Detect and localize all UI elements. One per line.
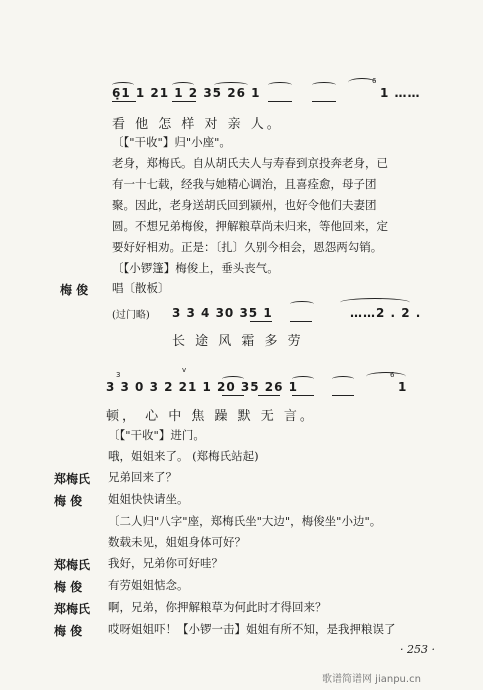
speaker-label: 梅 俊	[54, 494, 83, 508]
speaker-label: 郑梅氏	[54, 558, 91, 572]
score-1-lyric: 看 他 怎 样 对 亲 人。	[112, 117, 283, 132]
slur	[222, 376, 244, 382]
beam-underline	[112, 101, 136, 102]
monologue-line: 要好好相劝。正是：〔扎〕久别今相会，恩怨两勾销。	[112, 240, 383, 254]
score-2-notes: 3 3 4 30 35 1	[172, 306, 273, 320]
beam-underline	[258, 395, 280, 396]
speaker-label: 梅 俊	[60, 283, 89, 297]
sing-tag: 唱〔散板〕	[112, 281, 170, 295]
beam-underline	[332, 395, 354, 396]
speaker-label: 郑梅氏	[54, 602, 91, 616]
slur	[312, 82, 336, 88]
beam-underline	[250, 321, 272, 322]
beam-underline	[268, 101, 292, 102]
beam-underline	[312, 101, 336, 102]
slur	[290, 301, 314, 307]
score-1-grace-note: 6	[372, 77, 378, 85]
beam-underline	[292, 395, 314, 396]
score-3-lyric: 顿， 心 中 焦 躁 默 无 言。	[106, 409, 316, 424]
stage-direction: 〔【"干收"】归"小座"。	[112, 135, 231, 149]
beam-underline	[172, 101, 196, 102]
page-number: · 253 ·	[400, 643, 435, 656]
dialogue-line: 有劳姐姐惦念。	[108, 578, 189, 592]
score-2-lyric: 长 途 风 霜 多 劳	[172, 334, 304, 349]
score-3-notes: 3 3 0 3 2 21 1 20 35 26 1	[106, 380, 299, 394]
speaker-label: 梅 俊	[54, 624, 83, 638]
breath-mark: v	[182, 366, 188, 374]
stage-direction: 〔【小锣篷】梅俊上，垂头丧气。	[112, 261, 279, 275]
dialogue-line: 我好，兄弟你可好哇？	[108, 556, 223, 570]
watermark: 歌谱简谱网 jianpu.cn	[322, 674, 421, 685]
score-1-notes: 6̣1 1 21 1 2 35 26 1	[112, 86, 261, 100]
score-3-grace-note: 3	[116, 371, 122, 379]
tie	[340, 298, 410, 307]
dialogue-line: 兄弟回来了？	[108, 470, 177, 484]
speaker-label: 梅 俊	[54, 580, 83, 594]
score-3-tail: 1	[398, 380, 408, 394]
slur	[332, 376, 354, 382]
slur	[268, 82, 292, 88]
stage-direction: 〔【"干收"】进门。	[108, 428, 205, 442]
tie	[348, 78, 376, 87]
tie	[366, 372, 406, 381]
monologue-line: 圆。不想兄弟梅俊，押解粮草尚未归来，等他回来，定	[112, 219, 388, 233]
monologue-line: 有一十七载，经我与她精心调治，且喜痊愈，母子团	[112, 177, 377, 191]
score-3-grace-note: 6	[390, 371, 396, 379]
stage-direction: 〔二人归"八字"座，郑梅氏坐"大边"，梅俊坐"小边"。	[108, 514, 382, 528]
slur	[112, 82, 134, 88]
score-2-intro: (过门略)	[112, 310, 150, 321]
dialogue-line: 数载未见，姐姐身体可好？	[108, 535, 246, 549]
score-2-tail: ……2 . 2 .	[350, 306, 422, 320]
dialogue-line: 姐姐快快请坐。	[108, 492, 189, 506]
speaker-label: 郑梅氏	[54, 472, 91, 486]
monologue-line: 老身，郑梅氏。自从胡氏夫人与寿春到京投奔老身，已	[112, 156, 388, 170]
slur	[292, 376, 314, 382]
score-1-tail: 1 ……	[380, 86, 421, 100]
dialogue-line: 啊，兄弟，你押解粮草为何此时才得回来？	[108, 600, 327, 614]
beam-underline	[290, 321, 312, 322]
beam-underline	[222, 395, 244, 396]
monologue-line: 聚。因此，老身送胡氏回到颍州，也好令他们夫妻团	[112, 198, 377, 212]
slur	[172, 82, 194, 88]
slur	[214, 82, 248, 88]
dialogue-line: 哎呀姐姐吓！【小锣一击】姐姐有所不知，是我押粮误了	[108, 622, 396, 636]
dialogue-line: 哦，姐姐来了。 (郑梅氏站起)	[108, 449, 259, 463]
